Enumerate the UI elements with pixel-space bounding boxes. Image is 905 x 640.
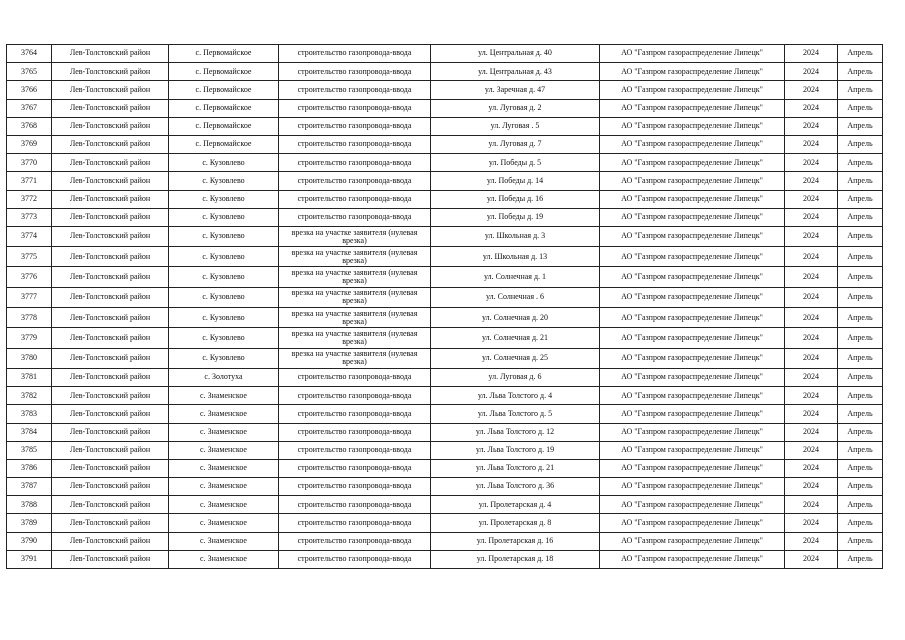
month-cell: Апрель [838, 267, 883, 287]
month-cell: Апрель [838, 478, 883, 496]
settlement-cell: с. Первомайское [169, 81, 279, 99]
year-cell: 2024 [785, 514, 838, 532]
table-body [7, 45, 883, 569]
row-number: 3786 [7, 459, 52, 477]
table-row [7, 287, 883, 307]
settlement-cell: с. Знаменское [169, 459, 279, 477]
table-row [7, 308, 883, 328]
table-row [7, 226, 883, 246]
contractor-cell: АО "Газпром газораспределение Липецк" [600, 208, 785, 226]
row-number: 3774 [7, 226, 52, 246]
work-type-cell: врезка на участке заявителя (нулевая врезка) [279, 287, 431, 307]
work-type-cell: врезка на участке заявителя (нулевая врезка) [279, 308, 431, 328]
table-row [7, 387, 883, 405]
year-cell: 2024 [785, 368, 838, 386]
contractor-cell: АО "Газпром газораспределение Липецк" [600, 45, 785, 63]
settlement-cell: с. Золотуха [169, 368, 279, 386]
work-type-cell: строительство газопровода-ввода [279, 172, 431, 190]
row-number: 3775 [7, 247, 52, 267]
year-cell: 2024 [785, 287, 838, 307]
district-cell: Лев-Толстовский район [52, 348, 169, 368]
contractor-cell: АО "Газпром газораспределение Липецк" [600, 81, 785, 99]
district-cell: Лев-Толстовский район [52, 208, 169, 226]
row-number: 3765 [7, 63, 52, 81]
work-type-cell: строительство газопровода-ввода [279, 99, 431, 117]
work-type-cell: строительство газопровода-ввода [279, 496, 431, 514]
month-cell: Апрель [838, 441, 883, 459]
district-cell: Лев-Толстовский район [52, 478, 169, 496]
settlement-cell: с. Знаменское [169, 405, 279, 423]
work-type-cell: строительство газопровода-ввода [279, 154, 431, 172]
year-cell: 2024 [785, 117, 838, 135]
work-type-cell: врезка на участке заявителя (нулевая врезка) [279, 226, 431, 246]
table-row [7, 496, 883, 514]
work-type-cell: строительство газопровода-ввода [279, 135, 431, 153]
contractor-cell: АО "Газпром газораспределение Липецк" [600, 117, 785, 135]
work-type-cell: строительство газопровода-ввода [279, 459, 431, 477]
address-cell: ул. Центральная д. 40 [431, 45, 600, 63]
row-number: 3771 [7, 172, 52, 190]
district-cell: Лев-Толстовский район [52, 532, 169, 550]
contractor-cell: АО "Газпром газораспределение Липецк" [600, 63, 785, 81]
table-row [7, 348, 883, 368]
year-cell: 2024 [785, 550, 838, 568]
district-cell: Лев-Толстовский район [52, 226, 169, 246]
settlement-cell: с. Знаменское [169, 441, 279, 459]
address-cell: ул. Льва Толстого д. 5 [431, 405, 600, 423]
month-cell: Апрель [838, 208, 883, 226]
work-type-cell: строительство газопровода-ввода [279, 208, 431, 226]
year-cell: 2024 [785, 459, 838, 477]
address-cell: ул. Победы д. 19 [431, 208, 600, 226]
district-cell: Лев-Толстовский район [52, 117, 169, 135]
settlement-cell: с. Первомайское [169, 45, 279, 63]
settlement-cell: с. Кузовлево [169, 328, 279, 348]
contractor-cell: АО "Газпром газораспределение Липецк" [600, 348, 785, 368]
table-row [7, 45, 883, 63]
year-cell: 2024 [785, 496, 838, 514]
year-cell: 2024 [785, 423, 838, 441]
contractor-cell: АО "Газпром газораспределение Липецк" [600, 532, 785, 550]
district-cell: Лев-Толстовский район [52, 496, 169, 514]
settlement-cell: с. Знаменское [169, 478, 279, 496]
row-number: 3783 [7, 405, 52, 423]
address-cell: ул. Солнечная д. 1 [431, 267, 600, 287]
month-cell: Апрель [838, 550, 883, 568]
row-number: 3770 [7, 154, 52, 172]
row-number: 3766 [7, 81, 52, 99]
table-row [7, 550, 883, 568]
contractor-cell: АО "Газпром газораспределение Липецк" [600, 368, 785, 386]
work-type-cell: строительство газопровода-ввода [279, 478, 431, 496]
contractor-cell: АО "Газпром газораспределение Липецк" [600, 135, 785, 153]
district-cell: Лев-Толстовский район [52, 154, 169, 172]
row-number: 3778 [7, 308, 52, 328]
district-cell: Лев-Толстовский район [52, 172, 169, 190]
work-type-cell: строительство газопровода-ввода [279, 532, 431, 550]
table-row [7, 328, 883, 348]
address-cell: ул. Школьная д. 13 [431, 247, 600, 267]
work-type-cell: строительство газопровода-ввода [279, 514, 431, 532]
work-type-cell: строительство газопровода-ввода [279, 423, 431, 441]
table-row [7, 532, 883, 550]
address-cell: ул. Пролетарская д. 8 [431, 514, 600, 532]
table-row [7, 81, 883, 99]
month-cell: Апрель [838, 154, 883, 172]
settlement-cell: с. Кузовлево [169, 172, 279, 190]
district-cell: Лев-Толстовский район [52, 267, 169, 287]
contractor-cell: АО "Газпром газораспределение Липецк" [600, 172, 785, 190]
settlement-cell: с. Кузовлево [169, 154, 279, 172]
district-cell: Лев-Толстовский район [52, 405, 169, 423]
year-cell: 2024 [785, 267, 838, 287]
contractor-cell: АО "Газпром газораспределение Липецк" [600, 387, 785, 405]
work-type-cell: строительство газопровода-ввода [279, 441, 431, 459]
district-cell: Лев-Толстовский район [52, 63, 169, 81]
district-cell: Лев-Толстовский район [52, 387, 169, 405]
work-type-cell: строительство газопровода-ввода [279, 45, 431, 63]
row-number: 3785 [7, 441, 52, 459]
contractor-cell: АО "Газпром газораспределение Липецк" [600, 496, 785, 514]
address-cell: ул. Льва Толстого д. 36 [431, 478, 600, 496]
address-cell: ул. Заречная д. 47 [431, 81, 600, 99]
contractor-cell: АО "Газпром газораспределение Липецк" [600, 478, 785, 496]
address-cell: ул. Луговая . 5 [431, 117, 600, 135]
district-cell: Лев-Толстовский район [52, 423, 169, 441]
table-row [7, 514, 883, 532]
settlement-cell: с. Первомайское [169, 99, 279, 117]
address-cell: ул. Победы д. 16 [431, 190, 600, 208]
settlement-cell: с. Кузовлево [169, 308, 279, 328]
month-cell: Апрель [838, 172, 883, 190]
row-number: 3784 [7, 423, 52, 441]
month-cell: Апрель [838, 348, 883, 368]
contractor-cell: АО "Газпром газораспределение Липецк" [600, 308, 785, 328]
address-cell: ул. Солнечная . 6 [431, 287, 600, 307]
year-cell: 2024 [785, 172, 838, 190]
settlement-cell: с. Кузовлево [169, 190, 279, 208]
district-cell: Лев-Толстовский район [52, 441, 169, 459]
settlement-cell: с. Кузовлево [169, 226, 279, 246]
table-row [7, 267, 883, 287]
month-cell: Апрель [838, 496, 883, 514]
year-cell: 2024 [785, 99, 838, 117]
contractor-cell: АО "Газпром газораспределение Липецк" [600, 550, 785, 568]
table-row [7, 172, 883, 190]
work-type-cell: врезка на участке заявителя (нулевая врезка) [279, 328, 431, 348]
year-cell: 2024 [785, 45, 838, 63]
year-cell: 2024 [785, 190, 838, 208]
year-cell: 2024 [785, 441, 838, 459]
table-row [7, 99, 883, 117]
contractor-cell: АО "Газпром газораспределение Липецк" [600, 247, 785, 267]
month-cell: Апрель [838, 190, 883, 208]
year-cell: 2024 [785, 328, 838, 348]
settlement-cell: с. Первомайское [169, 117, 279, 135]
month-cell: Апрель [838, 405, 883, 423]
address-cell: ул. Солнечная д. 21 [431, 328, 600, 348]
settlement-cell: с. Кузовлево [169, 267, 279, 287]
address-cell: ул. Луговая д. 6 [431, 368, 600, 386]
work-type-cell: строительство газопровода-ввода [279, 81, 431, 99]
year-cell: 2024 [785, 348, 838, 368]
row-number: 3764 [7, 45, 52, 63]
work-type-cell: строительство газопровода-ввода [279, 405, 431, 423]
settlement-cell: с. Знаменское [169, 387, 279, 405]
address-cell: ул. Пролетарская д. 16 [431, 532, 600, 550]
table-row [7, 63, 883, 81]
table-row [7, 478, 883, 496]
row-number: 3791 [7, 550, 52, 568]
table-row [7, 441, 883, 459]
row-number: 3767 [7, 99, 52, 117]
year-cell: 2024 [785, 532, 838, 550]
row-number: 3769 [7, 135, 52, 153]
row-number: 3787 [7, 478, 52, 496]
address-cell: ул. Льва Толстого д. 21 [431, 459, 600, 477]
row-number: 3789 [7, 514, 52, 532]
address-cell: ул. Победы д. 5 [431, 154, 600, 172]
settlement-cell: с. Кузовлево [169, 247, 279, 267]
work-type-cell: врезка на участке заявителя (нулевая врезка) [279, 267, 431, 287]
contractor-cell: АО "Газпром газораспределение Липецк" [600, 154, 785, 172]
address-cell: ул. Льва Толстого д. 12 [431, 423, 600, 441]
address-cell: ул. Луговая д. 2 [431, 99, 600, 117]
table-row [7, 459, 883, 477]
address-cell: ул. Пролетарская д. 4 [431, 496, 600, 514]
year-cell: 2024 [785, 387, 838, 405]
table-row [7, 190, 883, 208]
month-cell: Апрель [838, 247, 883, 267]
row-number: 3782 [7, 387, 52, 405]
district-cell: Лев-Толстовский район [52, 190, 169, 208]
contractor-cell: АО "Газпром газораспределение Липецк" [600, 190, 785, 208]
table-row [7, 423, 883, 441]
year-cell: 2024 [785, 81, 838, 99]
contractor-cell: АО "Газпром газораспределение Липецк" [600, 287, 785, 307]
address-cell: ул. Победы д. 14 [431, 172, 600, 190]
row-number: 3772 [7, 190, 52, 208]
year-cell: 2024 [785, 63, 838, 81]
address-cell: ул. Солнечная д. 25 [431, 348, 600, 368]
district-cell: Лев-Толстовский район [52, 45, 169, 63]
month-cell: Апрель [838, 135, 883, 153]
month-cell: Апрель [838, 308, 883, 328]
contractor-cell: АО "Газпром газораспределение Липецк" [600, 441, 785, 459]
month-cell: Апрель [838, 99, 883, 117]
month-cell: Апрель [838, 81, 883, 99]
work-type-cell: строительство газопровода-ввода [279, 550, 431, 568]
address-cell: ул. Школьная д. 3 [431, 226, 600, 246]
month-cell: Апрель [838, 328, 883, 348]
year-cell: 2024 [785, 226, 838, 246]
address-cell: ул. Центральная д. 43 [431, 63, 600, 81]
contractor-cell: АО "Газпром газораспределение Липецк" [600, 226, 785, 246]
month-cell: Апрель [838, 423, 883, 441]
contractor-cell: АО "Газпром газораспределение Липецк" [600, 328, 785, 348]
month-cell: Апрель [838, 387, 883, 405]
month-cell: Апрель [838, 368, 883, 386]
settlement-cell: с. Знаменское [169, 514, 279, 532]
row-number: 3773 [7, 208, 52, 226]
month-cell: Апрель [838, 514, 883, 532]
work-type-cell: врезка на участке заявителя (нулевая врезка) [279, 348, 431, 368]
month-cell: Апрель [838, 532, 883, 550]
district-cell: Лев-Толстовский район [52, 308, 169, 328]
table-row [7, 247, 883, 267]
district-cell: Лев-Толстовский район [52, 81, 169, 99]
settlement-cell: с. Знаменское [169, 423, 279, 441]
contractor-cell: АО "Газпром газораспределение Липецк" [600, 514, 785, 532]
contractor-cell: АО "Газпром газораспределение Липецк" [600, 423, 785, 441]
month-cell: Апрель [838, 226, 883, 246]
settlement-cell: с. Первомайское [169, 63, 279, 81]
address-cell: ул. Льва Толстого д. 19 [431, 441, 600, 459]
table-row [7, 368, 883, 386]
row-number: 3776 [7, 267, 52, 287]
year-cell: 2024 [785, 208, 838, 226]
district-cell: Лев-Толстовский район [52, 287, 169, 307]
month-cell: Апрель [838, 287, 883, 307]
year-cell: 2024 [785, 405, 838, 423]
contractor-cell: АО "Газпром газораспределение Липецк" [600, 459, 785, 477]
district-cell: Лев-Толстовский район [52, 459, 169, 477]
month-cell: Апрель [838, 45, 883, 63]
table-row [7, 405, 883, 423]
work-type-cell: строительство газопровода-ввода [279, 368, 431, 386]
gasification-schedule-table [6, 44, 883, 569]
contractor-cell: АО "Газпром газораспределение Липецк" [600, 405, 785, 423]
year-cell: 2024 [785, 478, 838, 496]
row-number: 3790 [7, 532, 52, 550]
settlement-cell: с. Знаменское [169, 550, 279, 568]
table-row [7, 208, 883, 226]
row-number: 3781 [7, 368, 52, 386]
row-number: 3779 [7, 328, 52, 348]
year-cell: 2024 [785, 247, 838, 267]
year-cell: 2024 [785, 135, 838, 153]
contractor-cell: АО "Газпром газораспределение Липецк" [600, 267, 785, 287]
month-cell: Апрель [838, 459, 883, 477]
district-cell: Лев-Толстовский район [52, 368, 169, 386]
row-number: 3788 [7, 496, 52, 514]
year-cell: 2024 [785, 308, 838, 328]
table-row [7, 135, 883, 153]
address-cell: ул. Солнечная д. 20 [431, 308, 600, 328]
month-cell: Апрель [838, 117, 883, 135]
settlement-cell: с. Кузовлево [169, 287, 279, 307]
table-row [7, 154, 883, 172]
district-cell: Лев-Толстовский район [52, 135, 169, 153]
settlement-cell: с. Кузовлево [169, 208, 279, 226]
settlement-cell: с. Знаменское [169, 532, 279, 550]
district-cell: Лев-Толстовский район [52, 247, 169, 267]
row-number: 3768 [7, 117, 52, 135]
address-cell: ул. Льва Толстого д. 4 [431, 387, 600, 405]
work-type-cell: строительство газопровода-ввода [279, 387, 431, 405]
settlement-cell: с. Первомайское [169, 135, 279, 153]
address-cell: ул. Луговая д. 7 [431, 135, 600, 153]
row-number: 3777 [7, 287, 52, 307]
row-number: 3780 [7, 348, 52, 368]
work-type-cell: врезка на участке заявителя (нулевая врезка) [279, 247, 431, 267]
district-cell: Лев-Толстовский район [52, 328, 169, 348]
district-cell: Лев-Толстовский район [52, 550, 169, 568]
year-cell: 2024 [785, 154, 838, 172]
work-type-cell: строительство газопровода-ввода [279, 190, 431, 208]
settlement-cell: с. Кузовлево [169, 348, 279, 368]
contractor-cell: АО "Газпром газораспределение Липецк" [600, 99, 785, 117]
district-cell: Лев-Толстовский район [52, 514, 169, 532]
settlement-cell: с. Знаменское [169, 496, 279, 514]
table-row [7, 117, 883, 135]
address-cell: ул. Пролетарская д. 18 [431, 550, 600, 568]
district-cell: Лев-Толстовский район [52, 99, 169, 117]
work-type-cell: строительство газопровода-ввода [279, 63, 431, 81]
month-cell: Апрель [838, 63, 883, 81]
work-type-cell: строительство газопровода-ввода [279, 117, 431, 135]
